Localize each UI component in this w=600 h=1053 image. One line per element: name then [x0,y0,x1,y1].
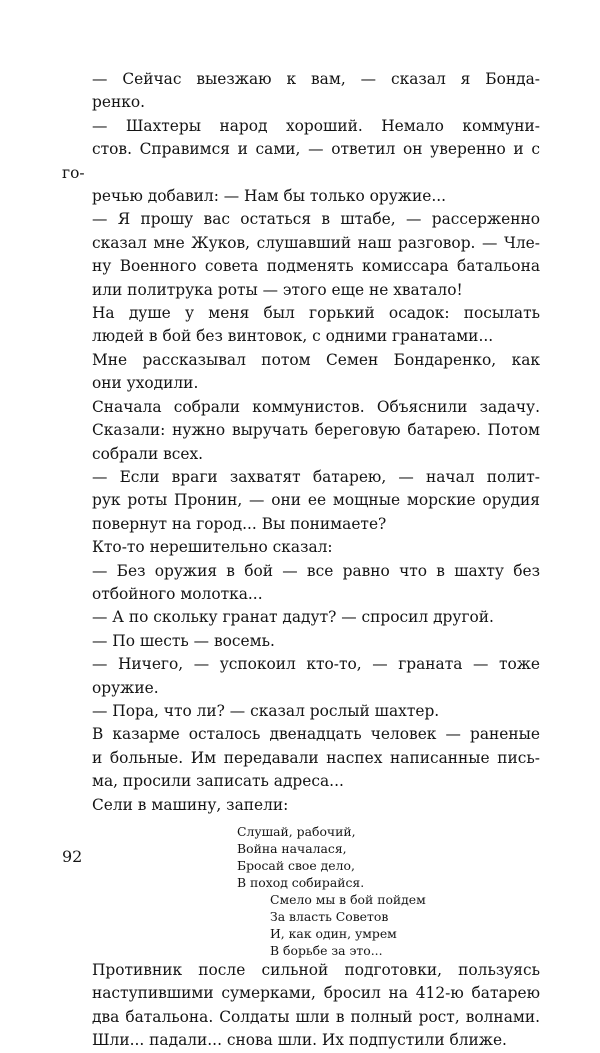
verse-line: Слушай, рабочий, [237,824,356,839]
paragraph [62,68,540,115]
text-line: наступившими сумерками, бросил на 412-ю батарею [92,984,540,1003]
paragraphs [62,68,540,817]
verse-line: За власть Советов [270,909,389,924]
text-line: людей в бой без винтовок, с одними гранатами... [92,327,494,346]
page-number: 92 [62,847,83,866]
verse-line: Бросай свое дело, [237,858,355,873]
text-line: два батальона. Солдаты шли в полный рост, волнами. [92,1007,540,1026]
paragraph [62,723,540,793]
text-line: отбойного молотка... [92,584,263,603]
text-line: На душе у меня был горький осадок: посылать [92,304,540,323]
text-line: Сели в машину, запели: [92,795,289,814]
main-text [62,68,540,1053]
text-line: Мне рассказывал потом Семен Бондаренко, как [92,350,540,369]
text-line: и больные. Им передавали наспех написанные пись- [92,748,540,767]
text-line: повернут на город... Вы понимаете? [92,514,387,533]
paragraph [62,536,540,559]
text-line: они уходили. [92,374,199,393]
text-line: собрали всех. [92,444,204,463]
text-line: — Без оружия в бой — все равно что в шахту без [92,561,540,580]
text-line: или политрука роты — этого еще не хватало! [92,280,463,299]
text-line: — Сейчас выезжаю к вам, — сказал я Бонда- [92,70,540,88]
text-line: — Пора, что ли? — сказал рослый шахтер. [92,701,440,720]
paragraph [62,700,540,723]
text-line: стов. Справимся и сами, — ответил он уверенно и с го- [62,140,540,182]
text-line: ну Военного совета подменять комиссара батальона [92,257,540,276]
text-line: Сказали: нужно выручать береговую батарею. Потом [92,421,540,440]
text-line: рук роты Пронин, — они ее мощные морские орудия [92,491,540,510]
paragraph [62,302,540,349]
text-line: Кто-то нерешительно сказал: [92,538,333,557]
text-line: — Я прошу вас остаться в штабе, — рассерженно [92,210,540,229]
text-line: Шли... падали... снова шли. Их подпустили ближе. [92,1031,507,1050]
verse-line: Смело мы в бой пойдем [270,892,426,907]
text-line: — А по скольку гранат дадут? — спросил другой. [92,608,494,627]
paragraph [62,466,540,536]
verse-line: И, как один, умрем [270,926,397,941]
paragraph [62,115,540,209]
paragraph [62,560,540,607]
paragraph [62,208,540,302]
text-line: — По шесть — восемь. [92,631,275,650]
verse-line: Война началася, [237,841,347,856]
paragraph [62,349,540,396]
paragraph [62,794,540,817]
text-line: — Если враги захватят батарею, — начал полит- [92,467,540,486]
song-verse [237,823,540,959]
text-line: — Шахтеры народ хороший. Немало коммуни- [92,116,540,135]
paragraph [62,396,540,466]
text-line: оружие. [92,678,159,697]
paragraph [62,606,540,629]
text-line: Сначала собрали коммунистов. Объяснили задачу. [92,397,540,416]
text-line: речью добавил: — Нам бы только оружие... [92,187,447,206]
paragraph [62,630,540,653]
text-line: В казарме осталось двенадцать человек — раненые [92,725,540,744]
text-line: ренко. [92,93,145,112]
paragraph [62,653,540,700]
text-line: Противник после сильной подготовки, пользуясь [92,961,540,979]
text-line: ма, просили записать адреса... [92,772,344,791]
verse-line: В поход собирайся. [237,875,365,890]
text-line: — Ничего, — успокоил кто-то, — граната — тоже [92,655,540,674]
verse-line: В борьбе за это... [270,943,383,958]
final-paragraph [62,959,540,1053]
text-line: сказал мне Жуков, слушавший наш разговор. — Чле- [92,233,540,252]
